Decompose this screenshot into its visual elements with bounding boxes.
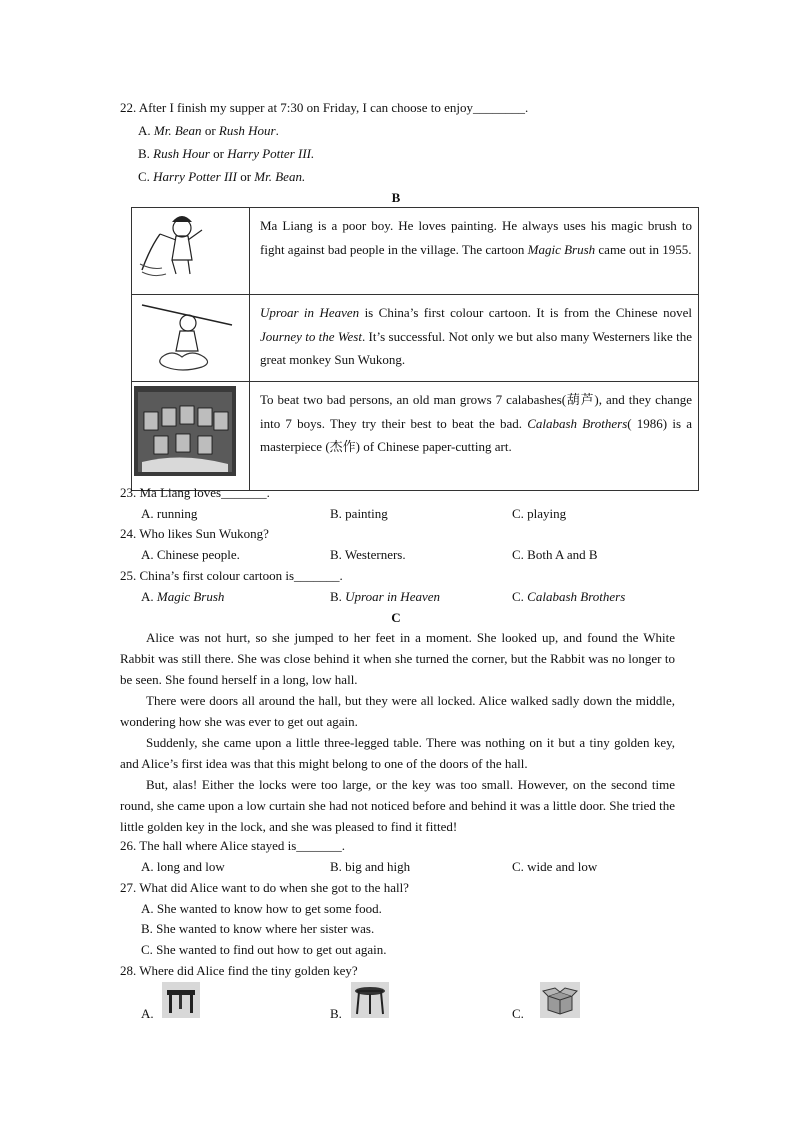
option-title: Harry Potter III. [227, 146, 315, 161]
q28-option-a[interactable]: A. [141, 1006, 154, 1021]
sun-wukong-text [250, 295, 699, 382]
row-text: Ma Liang is a poor boy. He loves painting. He always uses his magic brush to fight against bad people in the village. The cartoon [260, 218, 692, 257]
square-table-picture [162, 982, 200, 1022]
section-b-heading: B [391, 190, 401, 205]
q27-option-c[interactable]: C. She wanted to find out how to get out again. [141, 942, 387, 957]
box-picture [540, 982, 580, 1022]
q27-stem: 27. What did Alice want to do when she got to the hall? [120, 880, 409, 895]
cartoon-title: Calabash Brothers [527, 415, 628, 431]
calabash-brothers-picture [132, 382, 250, 491]
option-label: C. [512, 589, 524, 604]
q25-stem: 25. China’s first colour cartoon is_______. [120, 568, 343, 583]
q26-option-a[interactable]: A. long and low [141, 859, 225, 874]
q28-option-c[interactable]: C. [512, 1006, 524, 1021]
q24-option-c[interactable]: C. Both A and B [512, 547, 598, 562]
q25-option-b[interactable] [330, 589, 440, 605]
box-icon [540, 982, 580, 1018]
q25-option-c[interactable] [512, 589, 625, 605]
sun-wukong-picture [132, 295, 250, 382]
table-row [132, 295, 699, 382]
option-title: Calabash Brothers [527, 589, 626, 604]
q28-stem: 28. Where did Alice find the tiny golden key? [120, 963, 358, 978]
option-or: or [240, 169, 252, 184]
option-title: Mr. Bean. [254, 169, 306, 184]
q27-option-a[interactable]: A. She wanted to know how to get some food. [141, 901, 382, 916]
cartoon-title: Uproar in Heaven [260, 305, 360, 320]
row-text: is China’s first colour cartoon. It is from the Chinese novel [359, 305, 692, 320]
ma-liang-picture [132, 208, 250, 295]
row-text: came out in 1955. [595, 241, 692, 257]
row-text: . It’s successful. Not only we but also many Westerners like the great monkey Sun Wukong. [260, 328, 693, 367]
calabash-text [250, 382, 699, 491]
q23-option-c[interactable]: C. playing [512, 506, 567, 521]
three-legged-table-icon [351, 982, 389, 1018]
q27-option-b[interactable]: B. She wanted to know where her sister was. [141, 921, 375, 936]
section-c-heading: C [391, 610, 401, 625]
option-end: . [275, 123, 279, 138]
option-title: Uproar in Heaven [345, 589, 441, 604]
q24-stem: 24. Who likes Sun Wukong? [120, 526, 269, 541]
q26-option-c[interactable]: C. wide and low [512, 859, 598, 874]
q28-option-b[interactable]: B. [330, 1006, 342, 1021]
option-title: Harry Potter III [153, 169, 237, 184]
passage-paragraph-4: But, alas! Either the locks were too large, or the key was too small. However, on the second time round, she came upon a low curtain she had not noticed before and behind it was a little door. She tried the little golden key in the lock, and she was pleased to find it fitted! [120, 777, 675, 834]
monkey-king-icon [132, 295, 249, 377]
table-row [132, 382, 699, 491]
q26-option-b[interactable]: B. big and high [330, 859, 411, 874]
q26-stem: 26. The hall where Alice stayed is_______. [120, 838, 346, 853]
q22-option-c[interactable] [138, 169, 305, 185]
q23-option-b[interactable]: B. painting [330, 506, 388, 521]
row-text: To beat two bad persons, an old man grows 7 calabashes(葫芦), and they change into 7 boys. They try their best to beat the bad. [260, 392, 692, 431]
table-row [132, 208, 699, 295]
q22-stem: 22. After I finish my supper at 7:30 on Friday, I can choose to enjoy________. [120, 100, 529, 115]
option-title: Rush Hour [218, 123, 276, 138]
option-label: A. [141, 589, 154, 604]
option-title: Rush Hour [153, 146, 210, 161]
cartoon-info-table [131, 207, 699, 491]
square-table-icon [162, 982, 200, 1018]
cartoon-title: Magic Brush [527, 241, 596, 257]
q22-option-b[interactable] [138, 146, 314, 162]
q23-option-a[interactable]: A. running [141, 506, 198, 521]
q25-option-a[interactable] [141, 589, 224, 605]
option-or: or [213, 146, 224, 161]
passage-paragraph-2: There were doors all around the hall, but they were all locked. Alice walked sadly down the middle, wondering how she was ever to get out again. [120, 693, 675, 729]
calabash-brothers-icon [132, 382, 249, 486]
option-label: B. [138, 146, 150, 161]
option-or: or [204, 123, 216, 138]
option-label: A. [138, 123, 151, 138]
q24-option-a[interactable]: A. Chinese people. [141, 547, 240, 562]
passage-paragraph-3: Suddenly, she came upon a little three-legged table. There was nothing on it but a tiny golden key, and Alice’s first idea was that this might belong to one of the doors of the hall. [120, 735, 675, 771]
passage-paragraph-1: Alice was not hurt, so she jumped to her feet in a moment. She looked up, and found the White Rabbit was still there. She was close behind it when she turned the corner, but the Rabbit was no longer to be seen. She found herself in a long, low hall. [120, 630, 675, 687]
ma-liang-icon [132, 208, 249, 290]
ma-liang-text [250, 208, 699, 295]
option-label: B. [330, 589, 342, 604]
novel-title: Journey to the West [260, 328, 362, 344]
three-legged-table-picture [351, 982, 389, 1022]
row-text: ( 1986) is a masterpiece (杰作) of Chinese paper-cutting art. [260, 415, 692, 454]
option-title: Magic Brush [156, 589, 225, 604]
option-label: C. [138, 169, 150, 184]
option-title: Mr. Bean [153, 123, 202, 138]
q24-option-b[interactable]: B. Westerners. [330, 547, 406, 562]
q23-stem: 23. Ma Liang loves_______. [120, 485, 270, 500]
q22-option-a[interactable] [138, 123, 279, 139]
